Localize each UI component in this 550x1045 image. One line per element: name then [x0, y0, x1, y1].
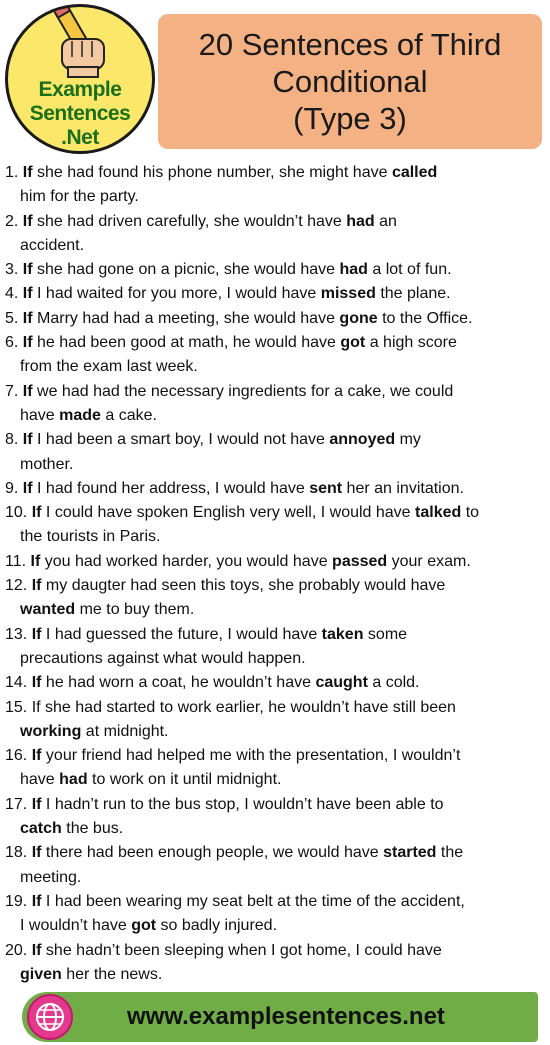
item-number: 19. — [5, 892, 28, 910]
highlighted-word: made — [59, 406, 101, 424]
sentence-text: precautions against what would happen. — [20, 649, 306, 667]
sentence-text: accident. — [20, 236, 85, 254]
highlighted-word: missed — [320, 285, 376, 303]
item-number: 18. — [5, 844, 28, 862]
item-continuation — [5, 817, 545, 841]
item-number: 14. — [5, 674, 28, 692]
item-number: 7. — [5, 382, 19, 400]
highlighted-word: had — [59, 771, 88, 789]
sentence-text: I wouldn’t have — [20, 917, 132, 935]
highlighted-word: If — [31, 625, 42, 643]
item-number: 1. — [5, 164, 19, 181]
item-continuation — [5, 525, 545, 549]
sentence-text: he had worn a coat, he wouldn’t have — [41, 674, 316, 692]
highlighted-word: annoyed — [329, 431, 396, 449]
item-continuation — [5, 355, 545, 379]
item-number: 5. — [5, 309, 19, 327]
highlighted-word: got — [131, 917, 157, 935]
list-item — [5, 696, 545, 745]
highlighted-word: If — [22, 334, 33, 352]
sentence-text: an — [374, 212, 397, 230]
item-number: 3. — [5, 261, 19, 279]
logo-line-1: Example — [38, 78, 122, 101]
item-continuation — [5, 598, 545, 622]
highlighted-word: If — [22, 261, 33, 279]
sentence-text: a high score — [365, 334, 457, 352]
highlighted-word: wanted — [20, 601, 76, 619]
list-item — [5, 428, 545, 477]
item-number: 15. — [5, 698, 28, 716]
list-item — [5, 210, 545, 259]
sentence-text: I hadn’t run to the bus stop, I wouldn’t have been able to — [41, 795, 444, 813]
highlighted-word: called — [391, 164, 438, 181]
highlighted-word: had — [346, 212, 375, 230]
sentence-text: I had been wearing my seat belt at the time of the accident, — [41, 892, 465, 910]
sentence-text: a cold. — [367, 674, 420, 692]
sentence-text: mother. — [20, 455, 74, 473]
item-number: 20. — [5, 941, 28, 959]
sentence-text: to — [461, 504, 480, 522]
sentence-text: have — [20, 406, 60, 424]
item-continuation — [5, 647, 545, 671]
sentence-text: me to buy them. — [75, 601, 195, 619]
footer-bar — [22, 992, 538, 1042]
sentence-text: you had worked harder, you would have — [40, 552, 333, 570]
list-item — [5, 744, 545, 793]
sentence-text: she hadn’t been sleeping when I got home, I could have — [41, 941, 442, 959]
sentence-text: her the news. — [61, 965, 163, 983]
highlighted-word: If — [22, 212, 33, 230]
sentence-text: he had been good at math, he would have — [32, 334, 341, 352]
sentence-text: the — [436, 844, 464, 862]
highlighted-word: working — [20, 722, 82, 740]
sentence-text: a cake. — [100, 406, 157, 424]
list-item — [5, 793, 545, 842]
highlighted-word: If — [31, 941, 42, 959]
highlighted-word: taken — [321, 625, 364, 643]
sentence-text: your exam. — [387, 552, 471, 570]
list-item — [5, 307, 545, 331]
highlighted-word: gone — [339, 309, 378, 327]
item-continuation — [5, 234, 545, 258]
highlighted-word: sent — [309, 479, 343, 497]
highlighted-word: If — [30, 552, 41, 570]
sentence-text: to the Office. — [377, 309, 473, 327]
sentence-text: to work on it until midnight. — [87, 771, 282, 789]
list-item — [5, 574, 545, 623]
title-line-1: 20 Sentences of Third — [198, 27, 502, 62]
highlighted-word: If — [22, 309, 33, 327]
sentence-text: from the exam last week. — [20, 358, 198, 376]
sentence-text: I had guessed the future, I would have — [41, 625, 322, 643]
title-line-3: (Type 3) — [293, 101, 407, 136]
sentence-text: If she had started to work earlier, he wouldn’t have still been — [27, 698, 456, 716]
item-continuation — [5, 404, 545, 428]
sentence-text: she had driven carefully, she wouldn’t have — [32, 212, 347, 230]
sentence-text: her an invitation. — [342, 479, 464, 497]
highlighted-word: If — [31, 795, 42, 813]
highlighted-word: If — [31, 747, 42, 765]
item-number: 13. — [5, 625, 28, 643]
item-continuation — [5, 914, 545, 938]
title-line-2: Conditional — [272, 64, 428, 99]
list-item — [5, 939, 545, 988]
highlighted-word: If — [31, 844, 42, 862]
highlighted-word: catch — [20, 820, 62, 838]
list-item — [5, 623, 545, 672]
sentence-text: the plane. — [375, 285, 451, 303]
item-number: 17. — [5, 795, 28, 813]
sentence-text: meeting. — [20, 868, 82, 886]
highlighted-word: If — [31, 577, 42, 595]
sentence-text: some — [363, 625, 408, 643]
item-number: 16. — [5, 747, 28, 765]
highlighted-word: given — [20, 965, 62, 983]
logo-line-2: Sentences — [29, 102, 131, 125]
sentence-text: my daugter had seen this toys, she probably would have — [41, 577, 446, 595]
highlighted-word: If — [22, 431, 33, 449]
item-continuation — [5, 963, 545, 987]
highlighted-word: started — [383, 844, 437, 862]
sentence-text: my — [395, 431, 421, 449]
footer-url[interactable]: www.examplesentences.net — [127, 1003, 445, 1030]
item-number: 4. — [5, 285, 19, 303]
item-continuation — [5, 185, 545, 209]
item-number: 10. — [5, 504, 28, 522]
highlighted-word: talked — [415, 504, 462, 522]
sentence-text: Marry had had a meeting, she would have — [32, 309, 340, 327]
highlighted-word: If — [31, 892, 42, 910]
sentence-text: the tourists in Paris. — [20, 528, 161, 546]
item-continuation — [5, 720, 545, 744]
highlighted-word: If — [22, 479, 33, 497]
highlighted-word: had — [339, 261, 368, 279]
highlighted-word: caught — [315, 674, 368, 692]
sentence-text: there had been enough people, we would have — [41, 844, 384, 862]
item-number: 9. — [5, 479, 19, 497]
list-item — [5, 841, 545, 890]
sentence-text: I had waited for you more, I would have — [32, 285, 321, 303]
sentence-text: so badly injured. — [156, 917, 278, 935]
item-continuation — [5, 866, 545, 890]
logo-line-3: .Net — [61, 126, 99, 149]
highlighted-word: If — [31, 674, 42, 692]
list-item — [5, 671, 545, 695]
highlighted-word: passed — [332, 552, 388, 570]
highlighted-word: If — [22, 164, 33, 181]
list-item — [5, 890, 545, 939]
item-number: 11. — [5, 552, 27, 570]
item-number: 8. — [5, 431, 19, 449]
item-number: 2. — [5, 212, 19, 230]
list-item — [5, 477, 545, 501]
list-item — [5, 258, 545, 282]
sentence-list — [5, 161, 545, 987]
sentence-text: your friend had helped me with the presentation, I wouldn’t — [41, 747, 461, 765]
list-item — [5, 550, 545, 574]
sentence-text: she had gone on a picnic, she would have — [32, 261, 340, 279]
highlighted-word: If — [22, 285, 33, 303]
sentence-text: we had had the necessary ingredients for a cake, we could — [32, 382, 454, 400]
list-item — [5, 331, 545, 380]
item-continuation — [5, 768, 545, 792]
sentence-text: a lot of fun. — [367, 261, 452, 279]
sentence-text: I could have spoken English very well, I would have — [41, 504, 416, 522]
sentence-text: have — [20, 771, 60, 789]
sentence-text: I had been a smart boy, I would not have — [32, 431, 330, 449]
highlighted-word: If — [22, 382, 33, 400]
site-logo — [5, 4, 155, 154]
item-continuation — [5, 453, 545, 477]
sentence-text: him for the party. — [20, 188, 139, 206]
list-item — [5, 282, 545, 306]
sentence-text: she had found his phone number, she might have — [32, 164, 392, 181]
highlighted-word: If — [31, 504, 42, 522]
list-item — [5, 161, 545, 210]
highlighted-word: got — [340, 334, 366, 352]
sentence-text: at midnight. — [81, 722, 169, 740]
item-number: 12. — [5, 577, 28, 595]
list-item — [5, 501, 545, 550]
globe-icon — [27, 994, 73, 1040]
item-number: 6. — [5, 334, 19, 352]
sentence-text: the bus. — [61, 820, 124, 838]
sentence-text: I had found her address, I would have — [32, 479, 310, 497]
list-item — [5, 380, 545, 429]
page-title — [158, 14, 542, 149]
